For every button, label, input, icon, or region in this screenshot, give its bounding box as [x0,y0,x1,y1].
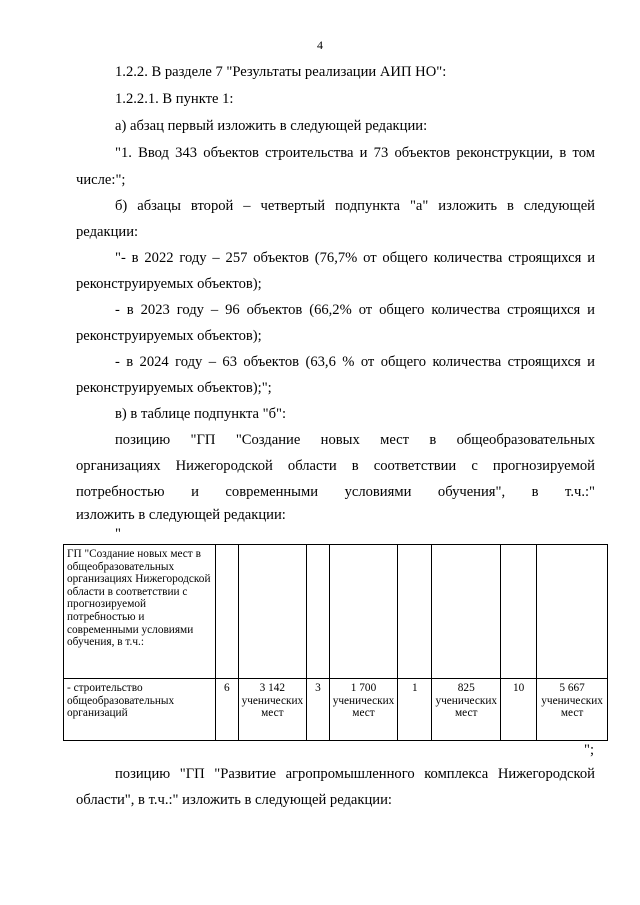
paragraph-1-2-2-1: 1.2.2.1. В пункте 1: [115,91,234,107]
item-2024-line-2: реконструируемых объектов);"; [76,380,272,396]
table-cell [216,545,239,679]
paragraph-b-line-1: б) абзацы второй – четвертый подпункта "а" изложить в следующей [115,198,595,214]
item-2022-line-1: "- в 2022 году – 257 объектов (76,7% от общего количества строящихся и [115,250,595,266]
paragraph-v: в) в таблице подпункта "б": [115,406,287,422]
table-cell [238,545,307,679]
position-line-3: потребностью и современными условиями обучения", в т.ч.:" [76,484,595,500]
paragraph-b-line-2: редакции: [76,224,139,240]
opening-quote: " [115,526,121,542]
paragraph-a: а) абзац первый изложить в следующей редакции: [115,118,428,134]
item-2023-line-2: реконструируемых объектов); [76,328,262,344]
table-cell-label: ГП "Создание новых мест в общеобразовательных организациях Нижегородской области в соответствии с прогнозируемой потребностью и современными условиями обучения, в т.ч.: [64,545,216,679]
quote-1-line-2: числе:"; [76,172,126,188]
table-cell-count: 10 [501,679,537,741]
table-cell-places: 5 667 ученических мест [537,679,608,741]
position-agro-line-2: области", в т.ч.:" изложить в следующей редакции: [76,792,392,808]
results-table [63,544,608,741]
table-cell-places: 3 142 ученических мест [238,679,307,741]
table-row [64,545,608,679]
position-agro-line-1: позицию "ГП "Развитие агропромышленного комплекса Нижегородской [115,766,595,782]
table-cell [398,545,432,679]
table-cell [307,545,330,679]
position-line-1: позицию "ГП "Создание новых мест в общеобразовательных [115,432,595,448]
table-cell-count: 3 [307,679,330,741]
table-cell [501,545,537,679]
item-2023-line-1: - в 2023 году – 96 объектов (66,2% от общего количества строящихся и [115,302,595,318]
table-cell [329,545,398,679]
page-number: 4 [317,38,323,52]
table-cell-places: 1 700 ученических мест [329,679,398,741]
table-cell-count: 1 [398,679,432,741]
table-cell-places: 825 ученических мест [432,679,501,741]
position-line-4: изложить в следующей редакции: [76,507,286,523]
closing-quote: "; [584,742,595,758]
table-row [64,679,608,741]
table-cell [537,545,608,679]
position-line-2: организациях Нижегородской области в соответствии с прогнозируемой [76,458,595,474]
table-cell-label: - строительство общеобразовательных организаций [64,679,216,741]
paragraph-1-2-2: 1.2.2. В разделе 7 "Результаты реализации АИП НО": [115,64,447,80]
quote-1-line-1: "1. Ввод 343 объектов строительства и 73 объектов реконструкции, в том [115,145,595,161]
item-2024-line-1: - в 2024 году – 63 объектов (63,6 % от общего количества строящихся и [115,354,595,370]
table-cell [432,545,501,679]
table-cell-count: 6 [216,679,239,741]
item-2022-line-2: реконструируемых объектов); [76,276,262,292]
